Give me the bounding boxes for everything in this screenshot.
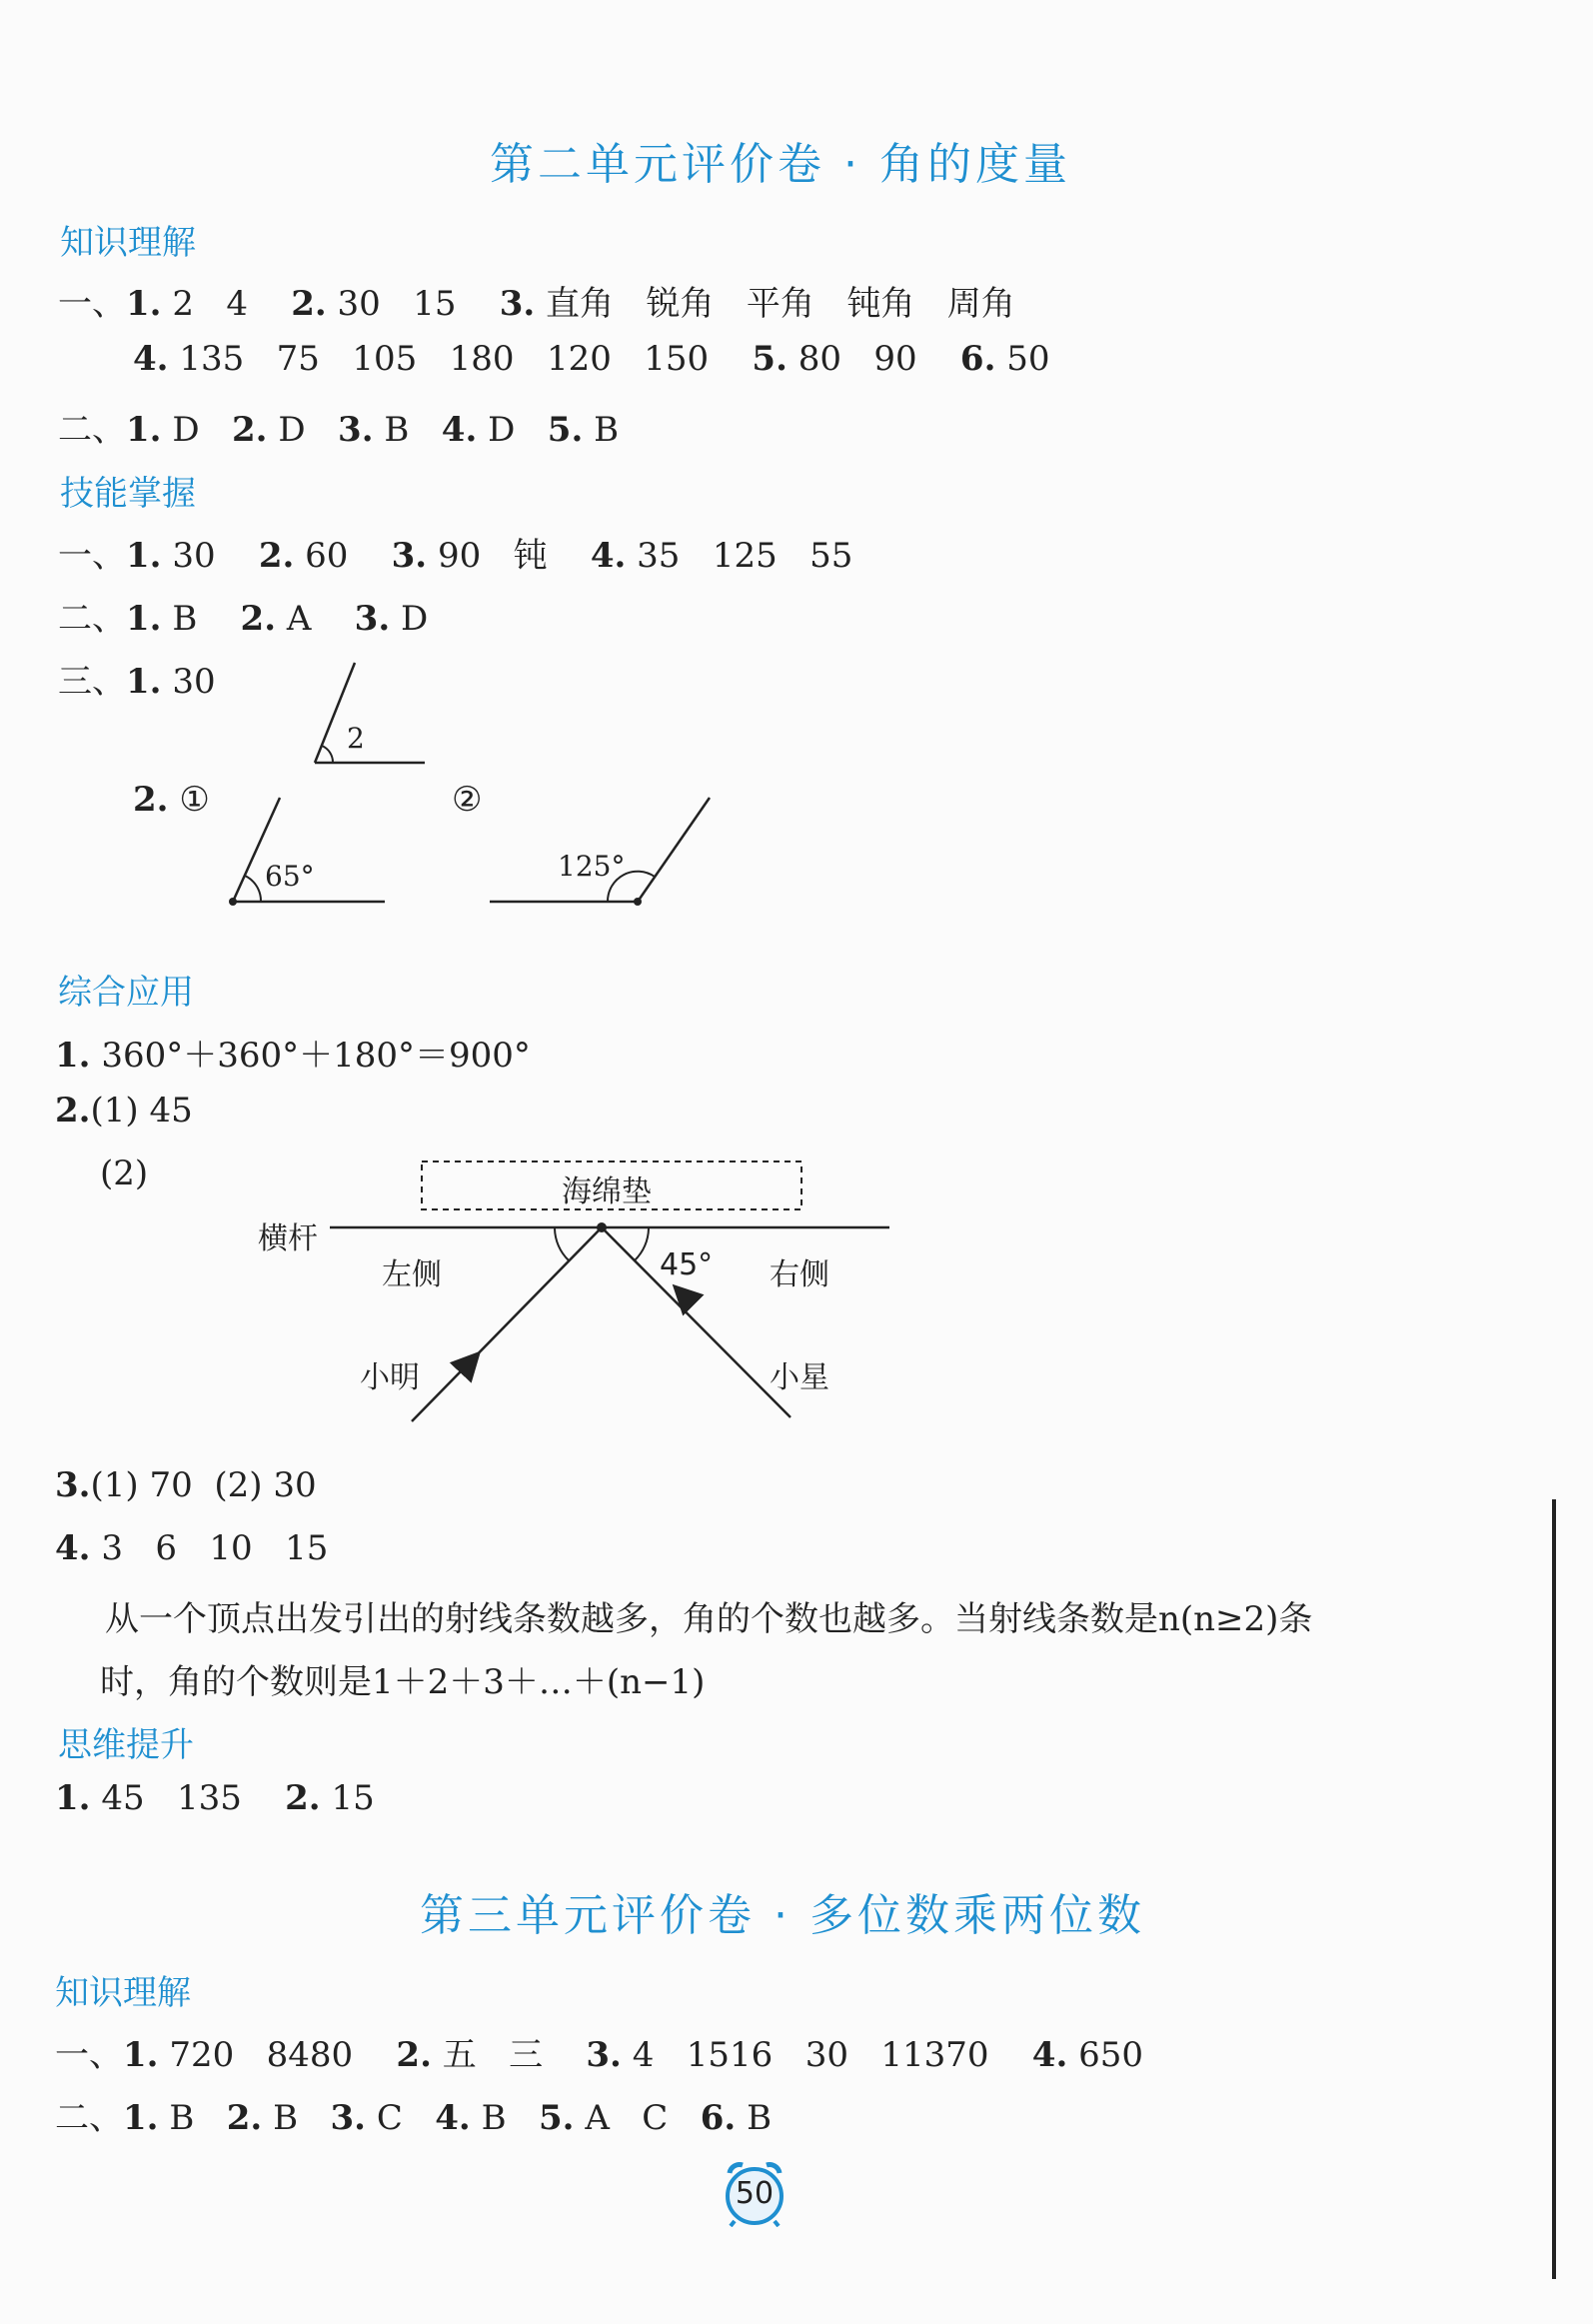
answer-text: 360°＋360°＋180°＝900° bbox=[101, 1036, 531, 1076]
part-marker: 一、 bbox=[58, 284, 126, 324]
answer-text: 五 三 bbox=[442, 2035, 544, 2075]
question-number: 5. bbox=[547, 410, 584, 450]
unit2-title: 第二单元评价卷 · 角的度量 bbox=[490, 139, 1071, 190]
answer-line bbox=[55, 1028, 531, 1077]
question-number: 5. bbox=[539, 2098, 575, 2138]
answer-line bbox=[58, 528, 852, 577]
question-number: 1. bbox=[126, 410, 162, 450]
section-heading-knowledge: 知识理解 bbox=[55, 1973, 191, 2013]
answer-text: B bbox=[273, 2098, 299, 2138]
question-number: 1. bbox=[123, 2098, 159, 2138]
part-marker: 二、 bbox=[55, 2098, 123, 2138]
answer-line bbox=[58, 276, 1015, 325]
question-number: 2. bbox=[55, 1091, 91, 1131]
question-number: 6. bbox=[700, 2098, 737, 2138]
answer-line bbox=[55, 2090, 772, 2139]
answer-line bbox=[55, 2027, 1143, 2076]
answer-text: A C bbox=[585, 2098, 669, 2138]
answer-text: (1) 45 bbox=[90, 1091, 193, 1131]
question-number: 3. bbox=[586, 2035, 622, 2075]
circle-marker-1: ① bbox=[179, 780, 210, 820]
circle-marker-2: ② bbox=[452, 780, 483, 820]
question-number: 2. bbox=[133, 780, 169, 820]
part-marker: 三、 bbox=[58, 662, 126, 702]
question-number: 4. bbox=[133, 339, 169, 379]
answer-text: A bbox=[286, 599, 312, 639]
answer-line bbox=[55, 1465, 317, 1505]
answer-line bbox=[55, 1091, 193, 1131]
question-number: 3. bbox=[330, 2098, 366, 2138]
question-number: 1. bbox=[126, 662, 162, 702]
angle-figure-1 bbox=[300, 655, 440, 775]
answer-line bbox=[58, 591, 428, 640]
answer-text: 从一个顶点出发引出的射线条数越多，角的个数也越多。当射线条数是n(n≥2)条 bbox=[105, 1599, 1313, 1639]
right-side-label: 右侧 bbox=[770, 1257, 829, 1292]
answer-text: B bbox=[594, 410, 620, 450]
angle-label: 2 bbox=[347, 722, 365, 755]
question-number: 2. bbox=[396, 2035, 432, 2075]
question-number: 6. bbox=[959, 339, 996, 379]
unit3-title: 第三单元评价卷 · 多位数乘两位数 bbox=[420, 1890, 1145, 1941]
answer-text: 60 bbox=[305, 536, 349, 576]
xiaoxing-label: 小星 bbox=[770, 1360, 829, 1395]
answer-text: 时，角的个数则是1＋2＋3＋…＋(n−1) bbox=[100, 1662, 706, 1702]
answer-text: 720 8480 bbox=[169, 2035, 354, 2075]
question-number: 1. bbox=[55, 1036, 91, 1076]
answer-text: B bbox=[169, 2098, 195, 2138]
question-number: 2. bbox=[240, 599, 277, 639]
part-marker: 二、 bbox=[58, 410, 126, 450]
question-number: 2. bbox=[258, 536, 295, 576]
sponge-label: 海绵垫 bbox=[562, 1174, 652, 1209]
question-number: 1. bbox=[55, 1778, 91, 1818]
question-number: 4. bbox=[55, 1528, 91, 1568]
page-edge-shadow bbox=[1552, 1499, 1556, 2279]
question-number: 4. bbox=[590, 536, 627, 576]
section-heading-application: 综合应用 bbox=[58, 973, 194, 1013]
answer-text: D bbox=[488, 410, 516, 450]
answer-line bbox=[55, 1528, 328, 1568]
answer-text: C bbox=[376, 2098, 403, 2138]
angle-label: 125° bbox=[558, 850, 626, 883]
answer-line bbox=[58, 654, 216, 703]
question-number: 4. bbox=[435, 2098, 471, 2138]
answer-text: 135 75 105 180 120 150 bbox=[179, 339, 710, 379]
question-number: 2. bbox=[285, 1778, 321, 1818]
answer-text: (1) 70 (2) 30 bbox=[90, 1465, 317, 1505]
answer-line bbox=[55, 1778, 375, 1818]
answer-text: D bbox=[400, 599, 429, 639]
question-number: 1. bbox=[126, 536, 162, 576]
question-number: 3. bbox=[499, 284, 536, 324]
question-number: 2. bbox=[232, 410, 268, 450]
question-number: 3. bbox=[354, 599, 391, 639]
answer-text: 80 90 bbox=[797, 339, 917, 379]
section-heading-thinking: 思维提升 bbox=[58, 1725, 194, 1765]
part-marker: 一、 bbox=[55, 2035, 123, 2075]
section-heading-skills: 技能掌握 bbox=[60, 474, 196, 514]
angle-label: 65° bbox=[265, 860, 315, 893]
answer-text: 30 15 bbox=[337, 284, 457, 324]
question-number: 1. bbox=[126, 284, 162, 324]
answer-line bbox=[133, 339, 1049, 379]
question-number: 1. bbox=[123, 2035, 159, 2075]
bar-label: 横杆 bbox=[258, 1221, 318, 1256]
answer-text: 4 1516 30 11370 bbox=[632, 2035, 989, 2075]
part-marker: 二、 bbox=[58, 599, 126, 639]
answer-text: B bbox=[481, 2098, 507, 2138]
answer-text: 35 125 55 bbox=[637, 536, 853, 576]
part-marker: 一、 bbox=[58, 536, 126, 576]
answer-text: B bbox=[172, 599, 198, 639]
xiaoming-label: 小明 bbox=[360, 1360, 420, 1395]
question-number: 5. bbox=[752, 339, 788, 379]
answer-line bbox=[58, 402, 619, 451]
question-number: 1. bbox=[126, 599, 162, 639]
section-heading-knowledge: 知识理解 bbox=[60, 223, 196, 263]
answer-text: 15 bbox=[331, 1778, 375, 1818]
question-number: 3. bbox=[391, 536, 428, 576]
question-number: 2. bbox=[226, 2098, 263, 2138]
answer-text: 45 135 bbox=[101, 1778, 242, 1818]
question-number: 2. bbox=[291, 284, 327, 324]
question-number: 3. bbox=[55, 1465, 91, 1505]
answer-text: 650 bbox=[1078, 2035, 1144, 2075]
answer-text: 直角 锐角 平角 钝角 周角 bbox=[546, 284, 1015, 324]
answer-text: B bbox=[747, 2098, 773, 2138]
answer-text: 90 钝 bbox=[437, 536, 548, 576]
answer-text: (2) bbox=[100, 1154, 149, 1193]
answer-text: B bbox=[384, 410, 410, 450]
page-number: 50 bbox=[735, 2176, 775, 2211]
answer-line bbox=[133, 780, 210, 820]
left-side-label: 左侧 bbox=[382, 1257, 442, 1292]
answer-text: D bbox=[172, 410, 200, 450]
answer-text: 3 6 10 15 bbox=[101, 1528, 329, 1568]
question-number: 3. bbox=[338, 410, 374, 450]
question-number: 4. bbox=[441, 410, 478, 450]
answer-text: D bbox=[278, 410, 306, 450]
answer-text: 50 bbox=[1006, 339, 1050, 379]
answer-text: 30 bbox=[172, 536, 216, 576]
answer-text: 2 4 bbox=[172, 284, 248, 324]
question-number: 4. bbox=[1031, 2035, 1068, 2075]
angle-45-label: 45° bbox=[660, 1247, 714, 1282]
answer-text: 30 bbox=[172, 662, 216, 702]
